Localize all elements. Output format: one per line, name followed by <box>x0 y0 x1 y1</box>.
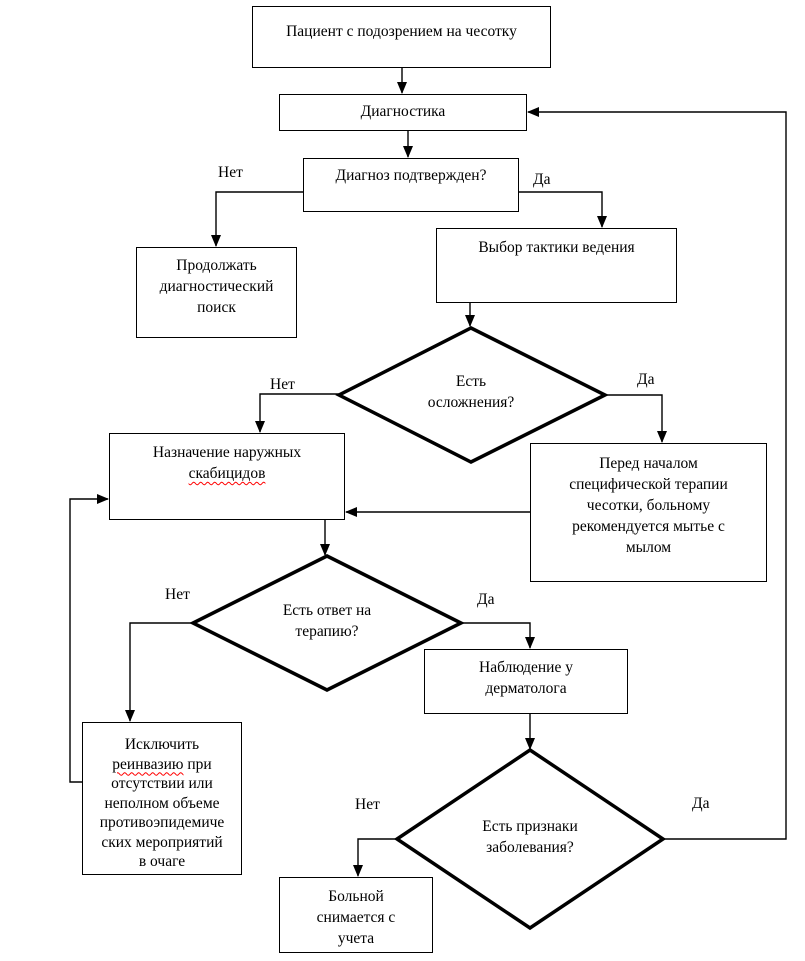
node-label-line: ских мероприятий <box>101 833 223 851</box>
diamond-label-line: Есть <box>455 373 487 390</box>
node-label-line: мылом <box>625 539 672 556</box>
misspelled-word: реинвазию <box>112 755 184 773</box>
node-label-line: Перед началом <box>599 455 698 472</box>
diamond-label-line: Есть ответ на <box>282 602 372 619</box>
diamond-label-therapy-response <box>283 600 371 642</box>
node-label-line <box>83 755 241 775</box>
node-label: Диагностика <box>360 103 446 120</box>
edge-label-therapy-no: Нет <box>165 586 190 603</box>
edge-complications-no-to-scabicides <box>260 394 339 432</box>
node-label-line: Больной <box>328 888 384 905</box>
node-label: Диагноз подтвержден? <box>335 167 487 184</box>
node-dermatologist-observation <box>424 649 628 714</box>
node-label-line: отсутствии или <box>111 775 213 792</box>
node-label-line: снимается с <box>316 909 396 926</box>
node-label-line: дерматолога <box>485 680 567 697</box>
node-label-line: учета <box>337 930 375 947</box>
node-diagnosis-confirmed-question <box>303 158 519 212</box>
node-label-line: Назначение наружных <box>152 444 302 461</box>
node-patient-suspected-scabies <box>252 6 551 68</box>
diamond-label-line: осложнения? <box>427 394 515 411</box>
diamond-label-complications <box>428 371 515 413</box>
edge-confirmed-yes-to-tactics <box>519 192 602 227</box>
node-label-line: в очаге <box>138 853 186 870</box>
node-label: Выбор тактики ведения <box>478 239 635 256</box>
node-wash-with-soap <box>530 443 767 582</box>
node-choice-of-tactics <box>436 228 677 303</box>
node-label-line: поиск <box>197 299 236 316</box>
diamond-label-line: Есть признаки <box>482 818 578 835</box>
edge-therapy-no-to-exclude-reinvasion <box>130 623 193 721</box>
edge-complications-yes-to-wash <box>605 395 662 442</box>
diamond-label-line: заболевания? <box>486 839 574 856</box>
node-diagnostics <box>279 94 527 131</box>
diamond-label-line: терапию? <box>295 623 359 640</box>
node-label-line: противоэпидемиче <box>99 814 225 831</box>
node-label-line: рекомендуется мытье с <box>572 518 725 535</box>
node-label-line: Наблюдение у <box>479 659 573 676</box>
node-external-scabicides <box>109 433 345 520</box>
node-label-line: Исключить <box>124 736 200 753</box>
node-label-line: диагностический <box>159 278 274 295</box>
node-label: Пациент с подозрением на чесотку <box>286 23 517 40</box>
edge-label-signs-no: Нет <box>355 796 380 813</box>
edge-signs-no-to-deregister <box>358 839 397 876</box>
node-label-line: Продолжать <box>176 257 257 274</box>
edge-label-signs-yes: Да <box>692 795 710 812</box>
edge-label-therapy-yes: Да <box>477 591 495 608</box>
node-continue-diagnostic-search <box>136 247 297 338</box>
node-label-line: неполном объеме <box>104 794 220 812</box>
edge-label-diagnosis-yes: Да <box>533 171 551 188</box>
edge-therapy-yes-to-observation <box>461 623 530 648</box>
diamond-label-disease-signs <box>482 816 578 858</box>
misspelled-word: скабицидов <box>188 465 266 482</box>
node-patient-deregistered <box>279 877 433 953</box>
edge-label-complications-no: Нет <box>270 376 295 393</box>
node-label-line: чесотки, больному <box>586 497 711 514</box>
edge-confirmed-no-to-continue-search <box>216 192 303 246</box>
node-label-line-rest: при <box>183 755 212 773</box>
edge-label-diagnosis-no: Нет <box>218 164 243 181</box>
node-label-line: специфической терапии <box>569 476 728 493</box>
edge-label-complications-yes: Да <box>637 371 655 388</box>
node-label-line <box>110 463 344 484</box>
node-exclude-reinvasion <box>82 722 242 875</box>
